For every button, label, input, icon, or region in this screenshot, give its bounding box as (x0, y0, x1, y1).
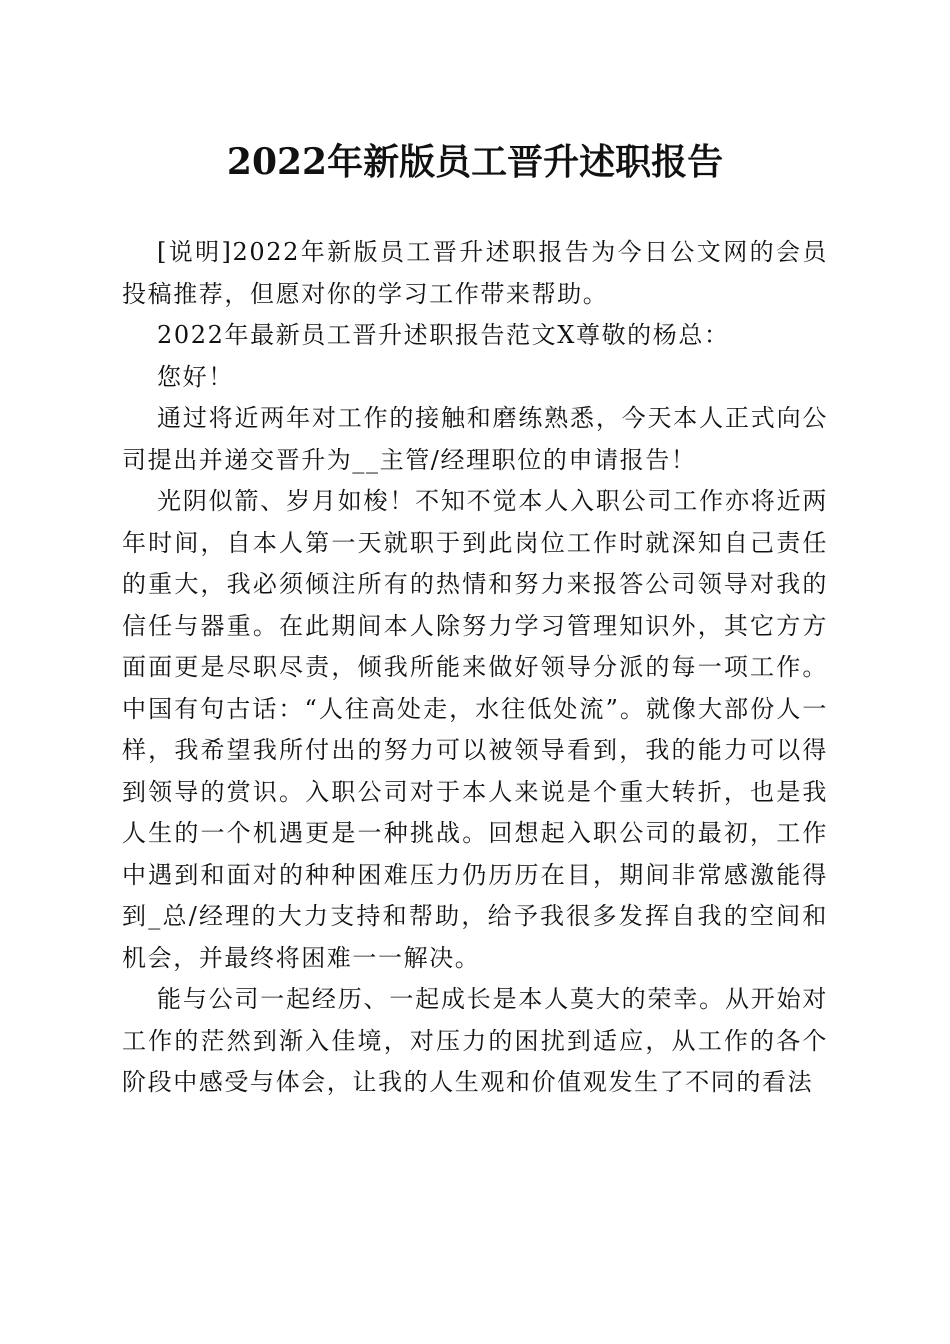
paragraph-greeting: 您好！ (157, 362, 234, 391)
paragraph-salutation: 2022年最新员工晋升述职报告范文X尊敬的杨总： (157, 321, 730, 349)
paragraph-intro-note: [说明]2022年新版员工晋升述职报告为今日公文网的会员投稿推荐，但愿对你的学习工作带来帮助。 (122, 238, 828, 308)
document-title: 2022年新版员工晋升述职报告 (226, 141, 724, 183)
paragraph-experience: 光阴似箭、岁月如梭！不知不觉本人入职公司工作亦将近两年时间，自本人第一天就职于到此岗位工作时就深知自己责任的重大，我必须倾注所有的热情和努力来报答公司领导对我的信任与器重。在此期间本人除努力学习管理知识外，其它方方面面更是尽职尽责，倾我所能来做好领导分派的每一项工作。中国有句古话：“人往高处走，水往低处流”。就像大部份人一样，我希望我所付出的努力可以被领导看到，我的能力可以得到领导的赏识。入职公司对于本人来说是个重大转折，也是我人生的一个机遇更是一种挑战。回想起入职公司的最初，工作中遇到和面对的种种困难压力仍历历在目，期间非常感激能得到_总/经理的大力支持和帮助，给予我很多发挥自我的空间和机会，并最终将困难一一解决。 (122, 487, 828, 972)
paragraph-growth: 能与公司一起经历、一起成长是本人莫大的荣幸。从开始对工作的茫然到渐入佳境，对压力的困扰到适应，从工作的各个阶段中感受与体会，让我的人生观和价值观发生了不同的看法 (122, 985, 828, 1096)
document-body (122, 232, 828, 1104)
paragraph-application: 通过将近两年对工作的接触和磨练熟悉，今天本人正式向公司提出并递交晋升为__主管/经理职位的申请报告！ (122, 404, 828, 474)
